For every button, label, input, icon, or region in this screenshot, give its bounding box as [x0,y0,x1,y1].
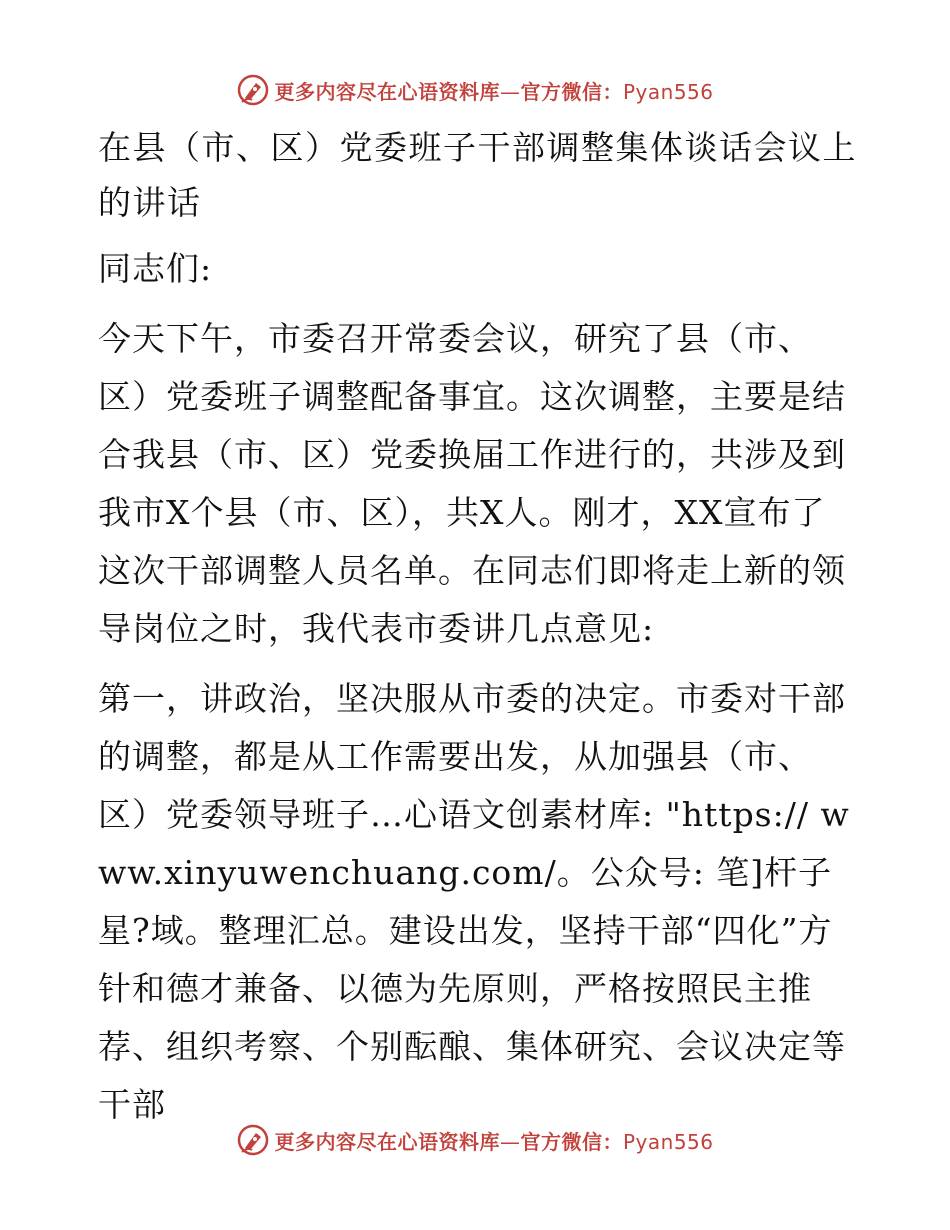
document-body [98,120,858,1134]
banner-text [274,76,713,105]
banner-main-text: 更多内容尽在心语资料库 [274,79,500,104]
footer-watermark-banner [0,1120,950,1160]
banner-separator: — [499,1129,521,1154]
pen-nib-logo-icon [236,73,270,107]
pen-nib-logo-icon [236,1123,270,1157]
banner-main-text: 更多内容尽在心语资料库 [274,1129,500,1154]
banner-wechat-id: Pyan556 [622,79,714,104]
paragraph-point-one: 第一，讲政治，坚决服从市委的决定。市委对干部的调整，都是从工作需要出发，从加强县（市、区）党委领导班子…心语文创素材库: "https:// www.xinyuwenchuang.com/。公众号: 笔]杆子星?域。整理汇总。建设出发，坚持干部“四化”方针和德才兼备、以德为先原则，严格按照民主推荐、组织考察、个别酝酿、集体研究、会议决定等干部 [98,679,850,1124]
paragraph-salutation: 同志们: [98,249,213,288]
banner-separator: — [499,79,521,104]
banner-wechat-id: Pyan556 [622,1129,714,1154]
document-title: 在县（市、区）党委班子干部调整集体谈话会议上的讲话 [98,128,857,222]
banner-label: 官方微信： [520,1129,623,1154]
banner-text [274,1126,713,1155]
paragraph-intro: 今天下午，市委召开常委会议，研究了县（市、区）党委班子调整配备事宜。这次调整，主要是结合我县（市、区）党委换届工作进行的，共涉及到我市X个县（市、区），共X人。刚才，XX宣布了这次干部调整人员名单。在同志们即将走上新的领导岗位之时，我代表市委讲几点意见: [98,319,846,648]
banner-label: 官方微信： [520,79,623,104]
header-watermark-banner [0,70,950,110]
